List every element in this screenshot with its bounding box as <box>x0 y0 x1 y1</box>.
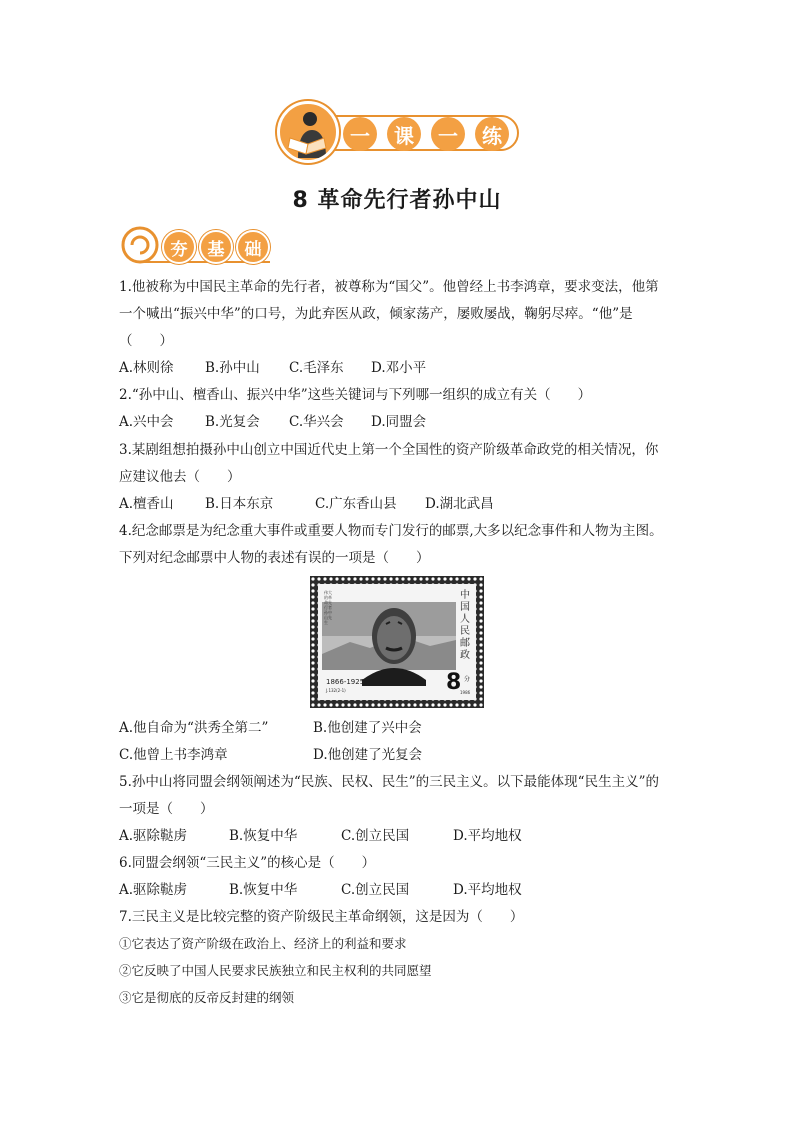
commemorative-stamp <box>310 576 484 708</box>
question-text: 7.三民主义是比较完整的资产阶级民主革命纲领，这是因为（ ） <box>119 909 524 925</box>
banner-char: 练 <box>475 117 509 151</box>
statement-item: ①它表达了资产阶级在政治上、经济上的利益和要求 <box>119 936 407 951</box>
option[interactable]: B.恢复中华 <box>229 828 298 844</box>
option[interactable]: C.创立民国 <box>341 828 410 844</box>
option[interactable]: A.檀香山 <box>119 496 174 512</box>
portrait-image-icon <box>370 606 420 686</box>
option[interactable]: B.光复会 <box>205 414 260 430</box>
option[interactable]: B.孙中山 <box>205 360 260 376</box>
stamp-denomination-unit: 分 <box>464 676 471 683</box>
question-text: 6.同盟会纲领“三民主义”的核心是（ ） <box>119 855 376 871</box>
question-text: 5.孙中山将同盟会纲领阐述为“民族、民权、民生”的三民主义。以下最能体现“民生主义”的 <box>119 774 659 790</box>
option[interactable]: A.他自命为“洪秀全第二” <box>119 720 269 736</box>
question-text: 一项是（ ） <box>119 801 214 817</box>
option[interactable]: A.林则徐 <box>119 360 174 376</box>
banner-char: 一 <box>343 117 377 151</box>
section-char: 础 <box>236 230 270 264</box>
option[interactable]: D.他创建了光复会 <box>313 747 423 763</box>
option[interactable]: A.驱除鞑虏 <box>119 882 188 898</box>
banner-char: 一 <box>431 117 465 151</box>
question-text: 4.纪念邮票是为纪念重大事件或重要人物而专门发行的邮票,大多以纪念事件和人物为主图。 <box>119 523 663 539</box>
stamp-years: 1866-1925 <box>326 678 365 686</box>
option[interactable]: C.华兴会 <box>289 414 344 430</box>
reader-illustration-icon <box>277 101 339 163</box>
question-text: 下列对纪念邮票中人物的表述有误的一项是（ ） <box>119 550 430 566</box>
section-char: 夯 <box>162 230 196 264</box>
option[interactable]: D.邓小平 <box>371 360 427 376</box>
option[interactable]: D.同盟会 <box>371 414 427 430</box>
question-text: 1.他被称为中国民主革命的先行者，被尊称为“国父”。他曾经上书李鸿章，要求变法，他第 <box>119 279 659 295</box>
option[interactable]: A.兴中会 <box>119 414 174 430</box>
option[interactable]: B.日本东京 <box>205 496 274 512</box>
question-text: 3.某剧组想拍摄孙中山创立中国近代史上第一个全国性的资产阶级革命政党的相关情况，你 <box>119 442 659 458</box>
question-text: 一个喊出“振兴中华”的口号，为此弃医从政，倾家荡产，屡败屡战，鞠躬尽瘁。“他”是 <box>119 306 633 322</box>
option[interactable]: B.他创建了兴中会 <box>313 720 422 736</box>
option[interactable]: A.驱除鞑虏 <box>119 828 188 844</box>
question-text: 应建议他去（ ） <box>119 469 241 485</box>
banner-title <box>343 117 509 151</box>
option[interactable]: C.广东香山县 <box>315 496 397 512</box>
question-text: （ ） <box>119 333 173 349</box>
swirl-icon <box>120 224 160 266</box>
option[interactable]: C.创立民国 <box>341 882 410 898</box>
option[interactable]: C.毛泽东 <box>289 360 344 376</box>
statement-item: ③它是彻底的反帝反封建的纲领 <box>119 990 295 1005</box>
question-text: 2.“孙中山、檀香山、振兴中华”这些关键词与下列哪一组织的成立有关（ ） <box>119 387 592 403</box>
stamp-country: 中国人民邮政 <box>460 590 470 661</box>
section-badge <box>120 224 280 266</box>
lesson-banner <box>277 101 521 163</box>
stamp-caption: 伟大的革命先行者孙中山先生 <box>324 590 332 625</box>
lesson-title: 8 革命先行者孙中山 <box>292 188 502 213</box>
option[interactable]: B.恢复中华 <box>229 882 298 898</box>
option[interactable]: D.湖北武昌 <box>425 496 494 512</box>
stamp-issue-year: 1986 <box>460 690 471 695</box>
option[interactable]: D.平均地权 <box>453 828 522 844</box>
option[interactable]: D.平均地权 <box>453 882 522 898</box>
stamp-denomination: 8 <box>446 670 462 695</box>
section-char: 基 <box>199 230 233 264</box>
banner-char: 课 <box>387 117 421 151</box>
stamp-code: J.132(2-1) <box>326 688 346 693</box>
option[interactable]: C.他曾上书李鸿章 <box>119 747 228 763</box>
statement-item: ②它反映了中国人民要求民族独立和民主权利的共同愿望 <box>119 963 432 978</box>
